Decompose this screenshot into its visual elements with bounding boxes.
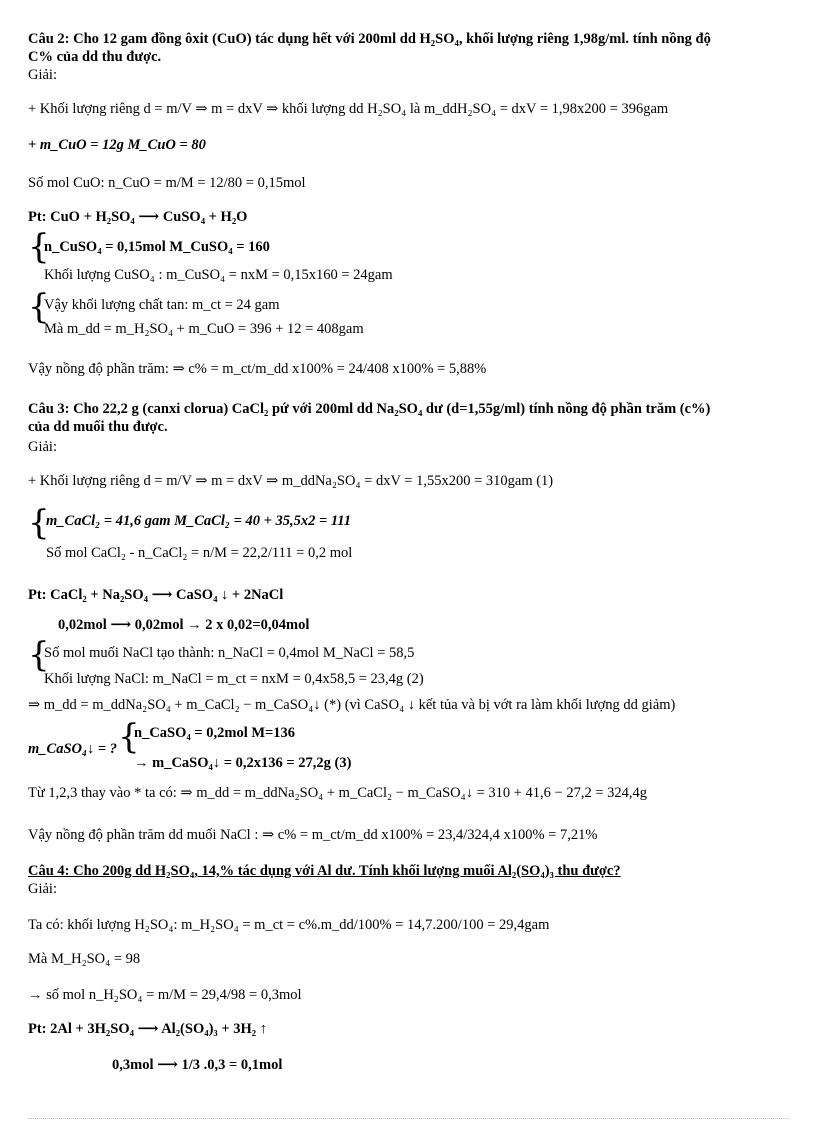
solution-label-3: Giải: [28, 439, 57, 455]
h2so4-molar-line: Mà M_H₂SO₄ = 98 [28, 951, 141, 967]
cacl2-mass-line: m_CaCl₂ = 41,6 gam M_CaCl₂ = 40 + 35,5x2 = 111 [46, 513, 352, 529]
question-3 [28, 400, 788, 436]
q3-line-1: Câu 3: Cho 22,2 g (canxi clorua) CaCl₂ pứ với 200ml dd Na₂SO₄ dư (d=1,55g/ml) tính nồng độ phần trăm (c%) [28, 401, 711, 417]
nacl-mol-line: Số mol muối NaCl tạo thành: n_NaCl = 0,4mol M_NaCl = 58,5 [44, 645, 415, 661]
brace-2: { [28, 287, 50, 327]
cuso4-mol-line: n_CuSO₄ = 0,15mol M_CuSO₄ = 160 [44, 239, 270, 255]
q2-line-1: Câu 2: Cho 12 gam đồng ôxit (CuO) tác dụng hết với 200ml dd H₂SO₄, khối lượng riêng 1,98g/ml. tính nồng độ [28, 31, 711, 47]
brace-3: { [28, 503, 50, 543]
mdd-formula-line: ⇒ m_dd = m_ddNa₂SO₄ + m_CaCl₂ − m_CaSO₄↓ (*) (vì CaSO₄ ↓ kết tủa và bị vớt ra làm khối lượng dd giảm) [28, 697, 676, 713]
substitution-line: Từ 1,2,3 thay vào * ta có: ⇒ m_dd = m_ddNa₂SO₄ + m_CaCl₂ − m_CaSO₄↓ = 310 + 41,6 − 27,2 = 324,4g [28, 785, 648, 801]
caso4-question: m_CaSO₄↓ = ? [28, 741, 118, 757]
solution-label: Giải: [28, 67, 57, 83]
equation-1: Pt: CuO + H₂SO₄ ⟶ CuSO₄ + H₂O [28, 209, 248, 225]
q3-line-2: của dd muối thu được. [28, 419, 168, 435]
q2-line-2: C% của dd thu được. [28, 49, 162, 65]
result-q2: Vậy nồng độ phần trăm: ⇒ c% = m_ct/m_dd x100% = 24/408 x100% = 5,88% [28, 361, 487, 377]
solution-mass-line: Mà m_dd = m_H₂SO₄ + m_CuO = 396 + 12 = 408gam [44, 321, 364, 337]
solution-label-4: Giải: [28, 881, 57, 897]
density-line-3: + Khối lượng riêng d = m/V ⇒ m = dxV ⇒ m_ddNa₂SO₄ = dxV = 1,55x200 = 310gam (1) [28, 473, 554, 489]
caso4-mass-line: → m_CaSO₄↓ = 0,2x136 = 27,2g (3) [134, 755, 352, 771]
equation-2-moles: 0,02mol ⟶ 0,02mol → 2 x 0,02=0,04mol [58, 617, 310, 633]
cuo-mass-line: + m_CuO = 12g M_CuO = 80 [28, 137, 206, 153]
mol-cuo-line: Số mol CuO: n_CuO = m/M = 12/80 = 0,15mol [28, 175, 306, 191]
caso4-mol-line: n_CaSO₄ = 0,2mol M=136 [134, 725, 296, 741]
equation-3: Pt: 2Al + 3H₂SO₄ ⟶ Al₂(SO₄)₃ + 3H₂ ↑ [28, 1021, 268, 1037]
equation-3-moles: 0,3mol ⟶ 1/3 .0,3 = 0,1mol [112, 1057, 283, 1073]
h2so4-mol-line: → số mol n_H₂SO₄ = m/M = 29,4/98 = 0,3mol [28, 987, 302, 1003]
question-4 [28, 862, 621, 880]
h2so4-mass-line: Ta có: khối lượng H₂SO₄: m_H₂SO₄ = m_ct = c%.m_dd/100% = 14,7.200/100 = 29,4gam [28, 917, 550, 933]
cacl2-mol-line: Số mol CaCl₂ - n_CaCl₂ = n/M = 22,2/111 = 0,2 mol [46, 545, 353, 561]
question-2 [28, 30, 788, 66]
result-q3: Vậy nồng độ phần trăm dd muối NaCl : ⇒ c% = m_ct/m_dd x100% = 23,4/324,4 x100% = 7,21% [28, 827, 598, 843]
brace-5: { [118, 717, 140, 757]
cuso4-mass-line: Khối lượng CuSO₄ : m_CuSO₄ = nxM = 0,15x160 = 24gam [44, 267, 393, 283]
brace-1: { [28, 227, 50, 267]
page-divider [28, 1118, 788, 1119]
solute-mass-line: Vậy khối lượng chất tan: m_ct = 24 gam [44, 297, 280, 313]
brace-4: { [28, 635, 50, 675]
density-line: + Khối lượng riêng d = m/V ⇒ m = dxV ⇒ khối lượng dd H₂SO₄ là m_ddH₂SO₄ = dxV = 1,98x200 = 396gam [28, 101, 669, 117]
nacl-mass-line: Khối lượng NaCl: m_NaCl = m_ct = nxM = 0,4x58,5 = 23,4g (2) [44, 671, 424, 687]
equation-2: Pt: CaCl₂ + Na₂SO₄ ⟶ CaSO₄ ↓ + 2NaCl [28, 587, 284, 603]
q4-line-1: Câu 4: Cho 200g dd H₂SO₄, 14,% tác dụng với Al dư. Tính khối lượng muối Al₂(SO₄)₃ thu được? [28, 863, 621, 879]
